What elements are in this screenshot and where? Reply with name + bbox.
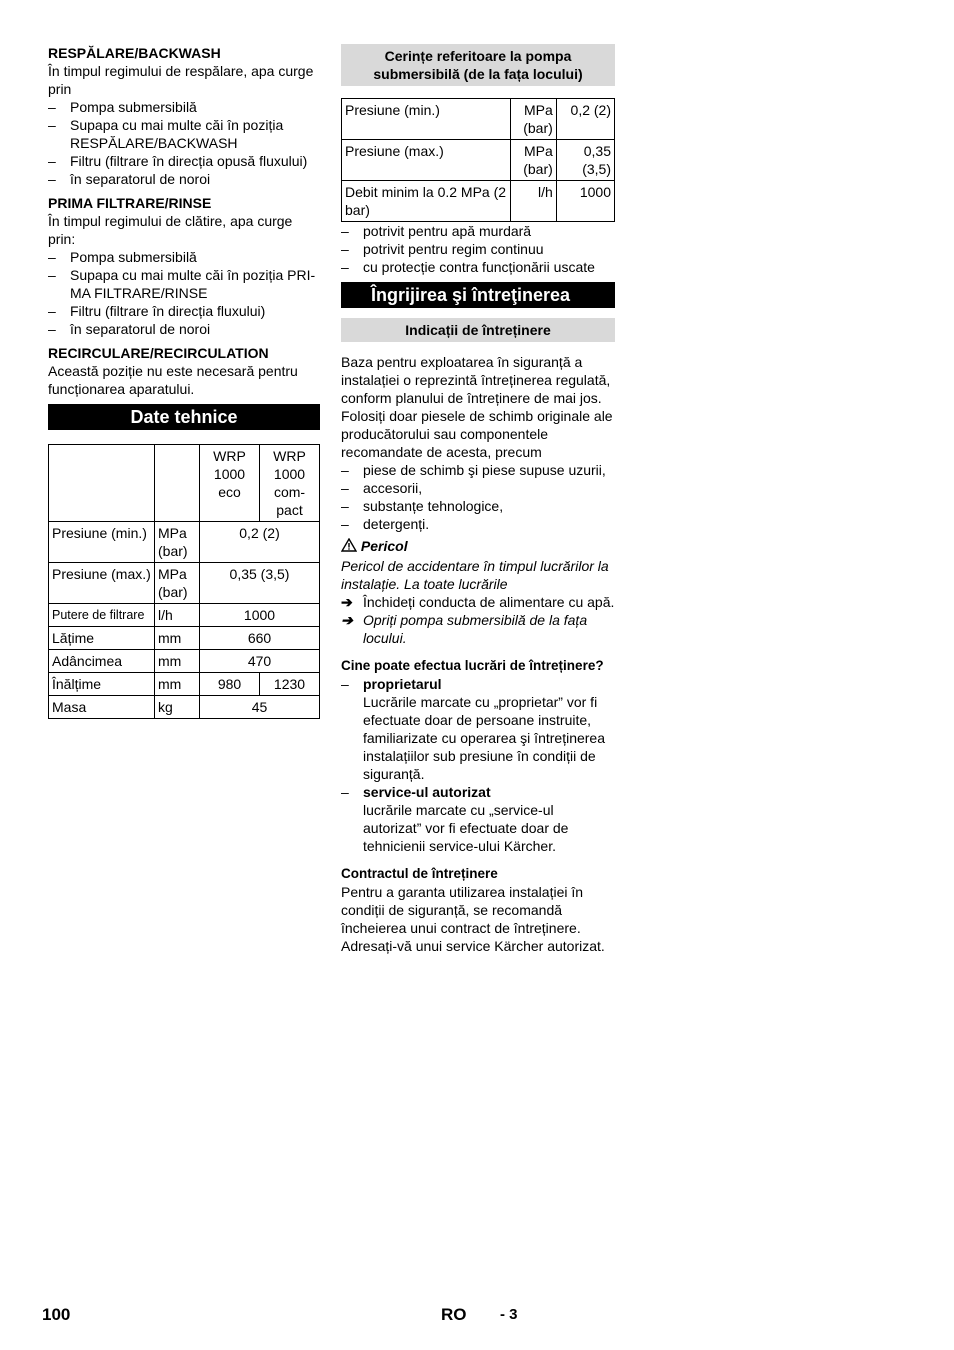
table-row (342, 99, 615, 140)
list-item: – Supapa cu mai multe căi în poziția PRI-MA FILTRARE/RINSE (48, 266, 320, 302)
table-row (49, 445, 320, 522)
list-item: – piese de schimb şi piese supuse uzurii, (341, 461, 615, 479)
who-list-service (341, 783, 615, 801)
maintenance-text: Baza pentru exploatarea în siguranță a instalației o reprezintă întreținerea regulată, conform planului de întreținere de mai jos. Folosiți doar piesele de schimb originale ale producătorului sau componentele recomandate de acesta, precum (341, 354, 613, 460)
table-cell: MPa (bar) (155, 522, 200, 563)
contract-text: Pentru a garanta utilizarea instalației în condiții de siguranță, se recomandă încheierea unui contract de întreținere. Adresați-vă unui service Kärcher autorizat. (341, 884, 605, 954)
pump-requirements-table (341, 98, 615, 222)
table-cell: Putere de filtrare (49, 604, 155, 627)
left-column (48, 44, 320, 719)
care-maintenance-title: Îngrijirea şi întreţinerea (341, 282, 615, 308)
list-item: – Pompa submersibilă (48, 98, 320, 116)
maintenance-list (341, 461, 615, 533)
recirculation-heading: RECIRCULARE/RECIRCULATION (48, 345, 269, 361)
table-row (49, 673, 320, 696)
table-cell: mm (155, 627, 200, 650)
page-number: 100 (42, 1305, 71, 1324)
contract-heading: Contractul de întreținere (341, 866, 498, 881)
table-cell: Presiune (max.) (49, 563, 155, 604)
table-cell: 660 (200, 627, 320, 650)
list-item (341, 675, 615, 693)
table-cell: Debit minim la 0.2 MPa (2 bar) (342, 181, 511, 222)
table-cell: MPa (bar) (510, 99, 556, 140)
maintenance-notes-title: Indicații de întreținere (341, 318, 615, 342)
backwash-intro: În timpul regimului de respălare, apa curge prin (48, 63, 314, 97)
table-cell: 0,2 (2) (556, 99, 614, 140)
table-cell (155, 445, 200, 522)
owner-label: proprietarul (363, 676, 442, 692)
table-cell: mm (155, 673, 200, 696)
table-cell (49, 445, 155, 522)
table-row (49, 650, 320, 673)
right-column (341, 44, 615, 955)
table-cell: Presiune (min.) (342, 99, 511, 140)
rinse-heading: PRIMA FILTRARE/RINSE (48, 195, 212, 211)
table-cell: Lățime (49, 627, 155, 650)
table-header-compact: WRP 1000 com-pact (260, 445, 320, 522)
list-item: ➔ Închideți conducta de alimentare cu apă. (341, 593, 615, 611)
list-item: – în separatorul de noroi (48, 170, 320, 188)
who-heading: Cine poate efectua lucrări de întreținere? (341, 658, 604, 673)
table-row (49, 604, 320, 627)
rinse-list (48, 248, 320, 338)
service-label: service-ul autorizat (363, 784, 491, 800)
owner-text: Lucrările marcate cu „proprietar” vor fi efectuate doar de persoane instruite, familiarizate cu operarea şi întreținerea instalațiilor sub presiune în condiții de siguranță. (363, 694, 606, 782)
table-cell: MPa (bar) (510, 140, 556, 181)
list-item: – potrivit pentru regim continuu (341, 240, 615, 258)
list-item: – detergenți. (341, 515, 615, 533)
danger-heading (341, 537, 615, 555)
tech-data-table (48, 444, 320, 719)
table-cell: Masa (49, 696, 155, 719)
list-item: – Pompa submersibilă (48, 248, 320, 266)
list-item: – accesorii, (341, 479, 615, 497)
table-cell: 0,35 (3,5) (556, 140, 614, 181)
table-row (342, 181, 615, 222)
list-item: – cu protecție contra funcționării uscate (341, 258, 615, 276)
danger-steps (341, 593, 615, 647)
table-cell: Adâncimea (49, 650, 155, 673)
table-cell: 980 (200, 673, 260, 696)
list-item: – Filtru (filtrare în direcția opusă fluxului) (48, 152, 320, 170)
sub-page-number: - 3 (500, 1306, 518, 1323)
pump-requirements-list (341, 222, 615, 276)
list-item: – potrivit pentru apă murdară (341, 222, 615, 240)
table-cell: 0,35 (3,5) (200, 563, 320, 604)
language-code: RO (441, 1305, 467, 1324)
rinse-intro: În timpul regimului de clătire, apa curge prin: (48, 213, 293, 247)
list-item: – Supapa cu mai multe căi în poziția RESPĂLARE/BACKWASH (48, 116, 320, 152)
table-cell: 1230 (260, 673, 320, 696)
table-cell: 1000 (556, 181, 614, 222)
table-cell: 45 (200, 696, 320, 719)
table-cell: 0,2 (2) (200, 522, 320, 563)
table-header-eco: WRP 1000 eco (200, 445, 260, 522)
list-item: – Filtru (filtrare în direcția fluxului) (48, 302, 320, 320)
backwash-heading: RESPĂLARE/BACKWASH (48, 45, 221, 61)
table-row (49, 522, 320, 563)
danger-label: Pericol (360, 538, 408, 554)
table-row (49, 696, 320, 719)
table-cell: kg (155, 696, 200, 719)
list-item (341, 783, 615, 801)
warning-icon (341, 538, 361, 554)
table-cell: MPa (bar) (155, 563, 200, 604)
danger-text: Pericol de accidentare în timpul lucrărilor la instalație. La toate lucrările (341, 558, 609, 592)
backwash-list (48, 98, 320, 188)
pump-requirements-title: Cerințe referitoare la pompa submersibilă (de la fața locului) (341, 44, 615, 86)
list-item: – substanțe tehnologice, (341, 497, 615, 515)
table-cell: l/h (510, 181, 556, 222)
table-row (49, 627, 320, 650)
table-cell: 1000 (200, 604, 320, 627)
table-cell: Presiune (max.) (342, 140, 511, 181)
table-cell: Înălțime (49, 673, 155, 696)
table-cell: Presiune (min.) (49, 522, 155, 563)
who-list (341, 675, 615, 693)
table-cell: l/h (155, 604, 200, 627)
list-item: – în separatorul de noroi (48, 320, 320, 338)
list-item: ➔ Opriți pompa submersibilă de la fața locului. (341, 611, 615, 647)
table-cell: 470 (200, 650, 320, 673)
recirculation-text: Această poziție nu este necesară pentru funcționarea aparatului. (48, 363, 298, 397)
table-row (342, 140, 615, 181)
table-row (49, 563, 320, 604)
tech-data-title: Date tehnice (48, 404, 320, 430)
table-cell: mm (155, 650, 200, 673)
service-text: lucrările marcate cu „service-ul autorizat” vor fi efectuate doar de tehnicienii service-ului Kärcher. (363, 802, 569, 854)
